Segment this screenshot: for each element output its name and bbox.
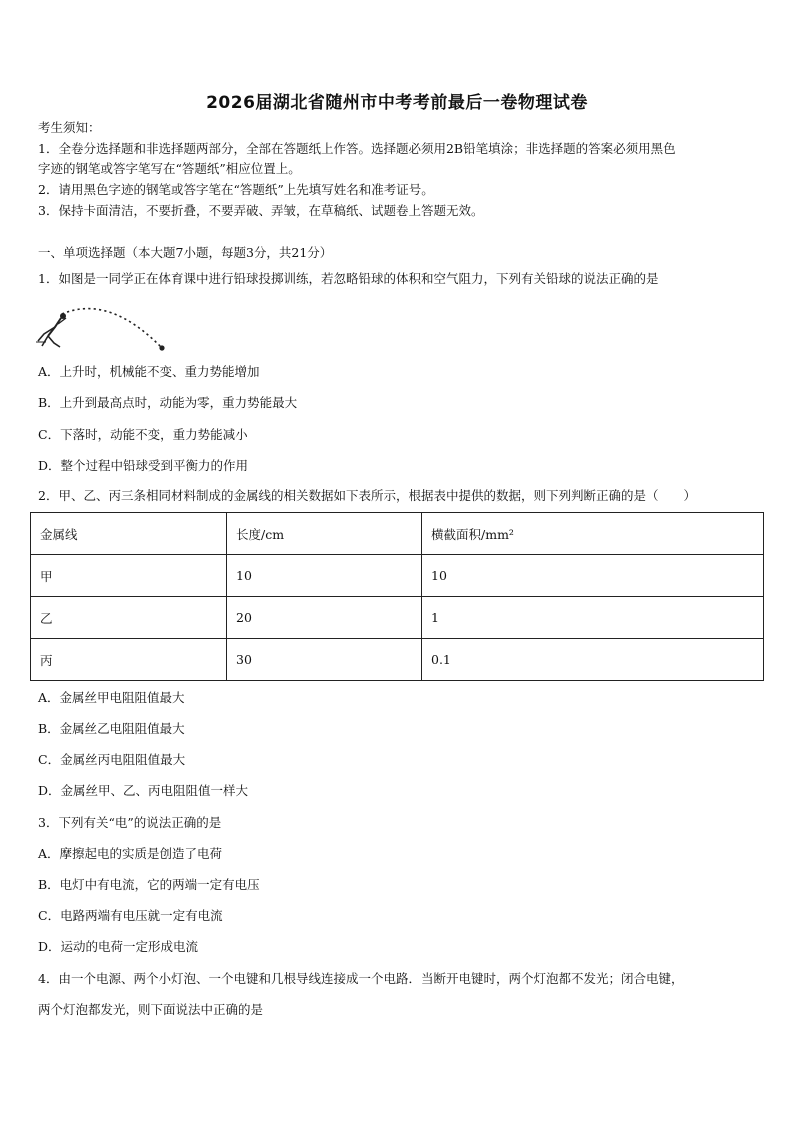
table-header-cell: 金属线	[31, 513, 227, 555]
section-heading: 一、单项选择题（本大题7小题，每题3分，共21分）	[38, 245, 333, 260]
question-1-option-b: B．上升到最高点时，动能为零，重力势能最大	[38, 395, 298, 410]
table-header-cell: 长度/cm	[227, 513, 422, 555]
question-2-option-c: C．金属丝丙电阻阻值最大	[38, 752, 186, 767]
table-cell: 甲	[31, 555, 227, 597]
question-4-stem-cont: 两个灯泡都发光，则下面说法中正确的是	[38, 1002, 264, 1017]
table-row	[31, 639, 764, 681]
question-2-stem: 2．甲、乙、丙三条相同材料制成的金属线的相关数据如下表所示，根据表中提供的数据，则下列判断正确的是（ ）	[38, 488, 696, 503]
page-title: 2026届湖北省随州市中考考前最后一卷物理试卷	[206, 93, 588, 113]
question-1-option-a: A．上升时，机械能不变、重力势能增加	[38, 364, 260, 379]
table-cell: 30	[227, 639, 422, 681]
table-cell: 1	[422, 597, 764, 639]
table-cell: 20	[227, 597, 422, 639]
question-3-option-d: D．运动的电荷一定形成电流	[38, 939, 199, 954]
table-cell: 10	[227, 555, 422, 597]
table-cell: 10	[422, 555, 764, 597]
question-3-option-c: C．电路两端有电压就一定有电流	[38, 908, 223, 923]
wire-data-table	[30, 512, 764, 681]
table-header-row	[31, 513, 764, 555]
question-2-option-b: B．金属丝乙电阻阻值最大	[38, 721, 185, 736]
question-1-option-d: D．整个过程中铅球受到平衡力的作用	[38, 458, 249, 473]
table-row	[31, 597, 764, 639]
table-cell: 0.1	[422, 639, 764, 681]
question-3-stem: 3．下列有关“电”的说法正确的是	[38, 815, 222, 830]
notice-item-2: 2．请用黑色字迹的钢笔或答字笔在“答题纸”上先填写姓名和准考证号。	[38, 182, 434, 197]
notice-item-1-cont: 字迹的钢笔或答字笔写在“答题纸”相应位置上。	[38, 161, 301, 176]
notice-item-3: 3．保持卡面清洁，不要折叠，不要弄破、弄皱，在草稿纸、试题卷上答题无效。	[38, 203, 484, 218]
table-header-cell: 横截面积/mm²	[422, 513, 764, 555]
question-3-option-b: B．电灯中有电流，它的两端一定有电压	[38, 877, 260, 892]
question-1-stem: 1．如图是一同学正在体育课中进行铅球投掷训练，若忽略铅球的体积和空气阻力，下列有关铅球的说法正确的是	[38, 271, 659, 286]
table-cell: 丙	[31, 639, 227, 681]
question-4-stem: 4．由一个电源、两个小灯泡、一个电键和几根导线连接成一个电路．当断开电键时，两个灯泡都不发光；闭合电键，	[38, 971, 684, 986]
notice-heading: 考生须知：	[38, 120, 101, 135]
question-1-option-c: C．下落时，动能不变，重力势能减小	[38, 427, 248, 442]
table-row	[31, 555, 764, 597]
question-2-option-a: A．金属丝甲电阻阻值最大	[38, 690, 185, 705]
table-cell: 乙	[31, 597, 227, 639]
question-3-option-a: A．摩擦起电的实质是创造了电荷	[38, 846, 223, 861]
shot-put-figure	[34, 296, 174, 356]
question-2-option-d: D．金属丝甲、乙、丙电阻阻值一样大	[38, 783, 249, 798]
notice-item-1: 1．全卷分选择题和非选择题两部分，全部在答题纸上作答。选择题必须用2B铅笔填涂；非选择题的答案必须用黑色	[38, 141, 676, 156]
